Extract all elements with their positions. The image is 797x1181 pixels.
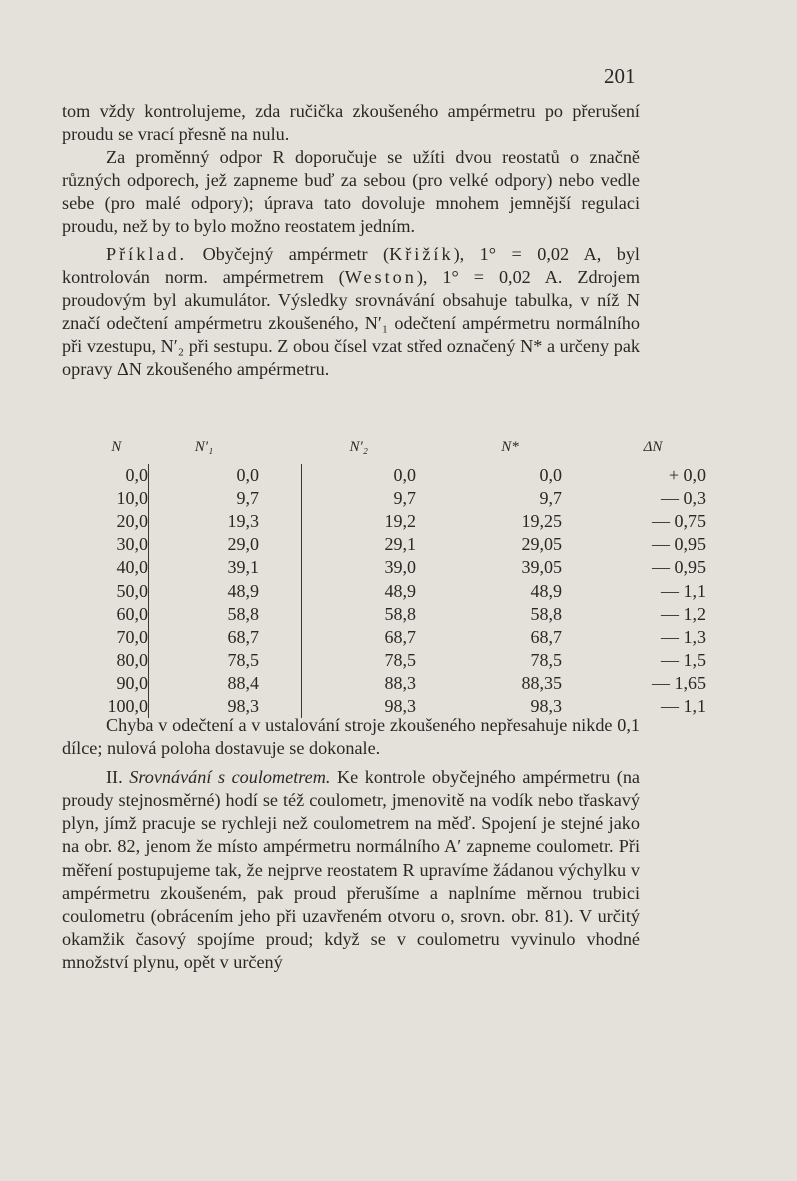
table-cell: 0,0	[302, 464, 459, 487]
table-cell: 0,0	[125, 465, 148, 486]
table-cell: 19,2	[302, 510, 459, 533]
paragraph-error: Chyba v odečtení a v ustalování stroje zkoušeného nepřesahuje nikde 0,1 dílce; nulová poloha dostavuje se dokonale.	[62, 715, 640, 759]
table-row	[84, 510, 711, 533]
table-row	[84, 533, 711, 556]
table-cell: — 1,5	[661, 649, 706, 670]
table-row	[84, 487, 711, 510]
table-cell: 58,8	[149, 603, 302, 626]
example-paragraph	[62, 243, 640, 382]
header-n2: N′₂	[349, 439, 368, 455]
table-cell: — 0,3	[661, 488, 706, 509]
table-row	[84, 556, 711, 579]
table-cell: 9,7	[539, 488, 562, 509]
paragraph-1: tom vždy kontrolujeme, zda ručička zkoušeného ampérmetru po přerušení proudu se vrací přesně na nulu.	[62, 101, 640, 145]
example-text-2: ), 1° = 0,02 A, byl kontrolován norm. ampérmetrem (	[62, 243, 640, 287]
table-cell: 39,05	[521, 557, 562, 578]
table-cell: 88,35	[521, 672, 562, 693]
table-cell: 68,7	[149, 626, 302, 649]
table-cell: 98,3	[302, 695, 459, 718]
table-cell: 90,0	[116, 672, 148, 693]
table-cell: 58,8	[302, 603, 459, 626]
table-row	[84, 672, 711, 695]
table-cell: 9,7	[302, 487, 459, 510]
table-cell: 78,5	[149, 649, 302, 672]
table-cell: 20,0	[116, 511, 148, 532]
table-cell: — 0,95	[652, 557, 706, 578]
table-header-row	[84, 436, 711, 464]
table-cell: 19,3	[149, 510, 302, 533]
table-cell: 88,4	[149, 672, 302, 695]
table-cell: 48,9	[530, 580, 562, 601]
table-cell: — 1,2	[661, 603, 706, 624]
table-cell: 58,8	[530, 603, 562, 624]
section-2-paragraph	[62, 766, 640, 974]
maker-krizik: Křižík	[389, 243, 454, 264]
header-n: N	[111, 439, 122, 455]
table-cell: 39,0	[302, 556, 459, 579]
table-cell: 98,3	[530, 696, 562, 717]
table-cell: — 0,95	[652, 534, 706, 555]
table-cell: — 1,1	[661, 696, 706, 717]
paragraph-2: Za proměnný odpor R doporučuje se užíti dvou reostatů o značně různých odporech, jež zapneme buď za sebou (pro velké odpory) nebo vedle sebe (pro malé odpory); úprava tato dovoluje mnohem jemnější regulaci proudu, než by to bylo možno reostatem jedním.	[62, 147, 640, 237]
text-bottom	[62, 714, 640, 974]
table-cell: 68,7	[530, 626, 562, 647]
header-nstar: N*	[501, 439, 519, 455]
section-2-label: II.	[106, 767, 130, 788]
section-2-text: Ke kontrole obyčejného ampérmetru (na proudy stejnosměrné) hodí se též coulometr, jmenovitě na vodík nebo třaskavý plyn, jímž pracuje se rychleji než coulometrem na měď. Spojení je stejné jako na obr. 82, jenom že místo ampérmetru normálního A′ zapneme coulometr. Při měření postupujeme tak, že nejprve reostatem R upravíme žádanou výchylku v ampérmetru zkoušeném, pak proud přerušíme a naplníme měrnou trubici coulometru (obrácením jeho při uzavřeném otvoru o, srovn. obr. 81). V určitý okamžik časový spojíme proud; když se v coulometru vyvinulo vhodné množství plynu, opět v určený	[62, 767, 640, 972]
table-row	[84, 626, 711, 649]
table-cell: + 0,0	[668, 465, 706, 486]
table-cell: — 0,75	[652, 511, 706, 532]
table-cell: 50,0	[116, 580, 148, 601]
example-text-1: Obyčejný ampérmetr (	[187, 243, 390, 264]
table-cell: 30,0	[116, 534, 148, 555]
table-cell: 98,3	[149, 695, 302, 718]
table-cell: — 1,65	[652, 672, 706, 693]
table-cell: 88,3	[302, 672, 459, 695]
table-cell: 39,1	[149, 556, 302, 579]
table-cell: 70,0	[116, 626, 148, 647]
table-cell: 40,0	[116, 557, 148, 578]
table-cell: 78,5	[530, 649, 562, 670]
table-cell: 29,05	[521, 534, 562, 555]
table-row	[84, 464, 711, 487]
example-label: Příklad.	[106, 243, 188, 264]
text-top	[62, 100, 640, 381]
table-cell: 80,0	[116, 649, 148, 670]
table-cell: — 1,3	[661, 626, 706, 647]
section-2-title: Srovnávání s coulometrem.	[129, 767, 331, 788]
table-row	[84, 603, 711, 626]
page-number: 201	[604, 64, 636, 88]
table-cell: 0,0	[539, 465, 562, 486]
header-delta-n: ΔN	[643, 439, 663, 455]
table-cell: 68,7	[302, 626, 459, 649]
example-text-3: ), 1° = 0,02 A. Zdrojem proudovým byl akumulátor. Výsledky srovnávání obsahuje tabulka, v níž N značí odečtení ampérmetru zkoušeného, N′₁ odečtení ampérmetru normálního při vzestupu, N′₂ při sestupu. Z obou čísel vzat střed označený N* a určeny pak opravy ΔN zkoušeného ampérmetru.	[62, 266, 640, 380]
table-cell: 10,0	[116, 488, 148, 509]
table-cell: 48,9	[302, 580, 459, 603]
table-cell: 60,0	[116, 603, 148, 624]
table-cell: 29,0	[149, 533, 302, 556]
comparison-table	[84, 436, 712, 718]
table-cell: 100,0	[107, 696, 148, 717]
table-cell: 48,9	[149, 580, 302, 603]
table-cell: 19,25	[521, 511, 562, 532]
table-cell: — 1,1	[661, 580, 706, 601]
table-row	[84, 649, 711, 672]
table-cell: 0,0	[149, 464, 302, 487]
header-n1: N′₁	[194, 439, 214, 455]
table-row	[84, 580, 711, 603]
table-cell: 29,1	[302, 533, 459, 556]
table-cell: 9,7	[149, 487, 302, 510]
maker-weston: Weston	[344, 266, 417, 287]
table-cell: 78,5	[302, 649, 459, 672]
